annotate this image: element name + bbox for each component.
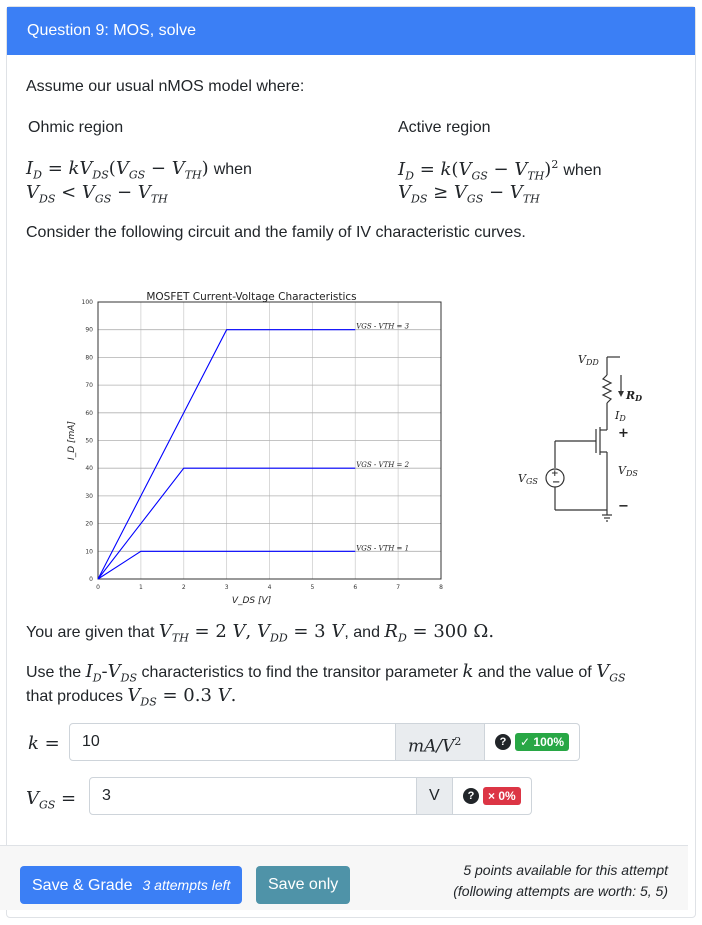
- given-text: You are given that $V_{TH} = 2$ V, $V_{DD} = 3$ V, and $R_D = 300$ Ω.: [26, 621, 495, 645]
- k-score-badge: ✓ 100%: [515, 733, 569, 751]
- use-text-line2: that produces $V_{DS} = 0.3$ V.: [26, 685, 237, 709]
- use-text-line1: Use the $I_D-V_{DS}$ characteristics to find the transitor parameter k and the value of $V_{GS}$: [26, 661, 626, 685]
- y-tick-label: 0: [89, 576, 93, 583]
- series-label: VGS - VTH = 3: [356, 322, 410, 331]
- y-tick-label: 100: [81, 299, 93, 306]
- y-tick-label: 20: [85, 520, 93, 528]
- points-note: 5 points available for this attempt (following attempts are worth: 5, 5): [453, 862, 668, 899]
- y-axis-label: I_D [mA]: [67, 421, 77, 460]
- x-tick-label: 2: [181, 584, 186, 591]
- svg-text:−: −: [552, 477, 561, 488]
- chart-title: MOSFET Current-Voltage Characteristics: [146, 291, 357, 303]
- vgs-input-group: [89, 777, 532, 815]
- save-grade-button[interactable]: [20, 866, 242, 904]
- card-footer: [0, 845, 688, 910]
- active-condition: $V_{DS} \ge V_{GS} - V_{TH}$: [398, 182, 540, 206]
- attempts-left: 3 attempts left: [142, 877, 231, 893]
- mosfet-circuit-diagram: [510, 345, 660, 525]
- help-icon[interactable]: ?: [463, 788, 479, 804]
- k-label: k =: [28, 733, 60, 754]
- x-tick-label: 6: [353, 584, 358, 591]
- x-tick-label: 7: [396, 584, 401, 591]
- active-equation: $I_D = k(V_{GS} - V_{TH})^2$ when: [398, 158, 602, 183]
- vgs-label: VGS: [518, 472, 538, 486]
- vds-minus: −: [618, 499, 629, 514]
- vgs-answer-label: $V_{GS}$ =: [26, 788, 77, 812]
- k-feedback: [485, 723, 580, 761]
- vgs-unit: V: [417, 777, 453, 815]
- vdd-label: VDD: [578, 353, 599, 367]
- y-tick-label: 90: [85, 326, 93, 334]
- x-tick-label: 0: [96, 584, 100, 591]
- y-tick-label: 80: [85, 354, 93, 362]
- x-axis-label: V_DS [V]: [231, 596, 272, 606]
- y-tick-label: 70: [85, 382, 93, 390]
- id-label: ID: [615, 409, 626, 423]
- consider-text: Consider the following circuit and the family of IV characteristic curves.: [26, 224, 526, 241]
- x-tick-label: 1: [138, 584, 143, 591]
- vds-plus: +: [618, 426, 629, 441]
- y-tick-label: 10: [85, 548, 93, 556]
- intro-text: Assume our usual nMOS model where:: [26, 78, 305, 95]
- save-grade-label: Save & Grade: [32, 877, 133, 894]
- x-tick-label: 3: [224, 584, 229, 591]
- y-tick-label: 50: [85, 437, 93, 445]
- question-title: Question 9: MOS, solve: [7, 7, 695, 55]
- x-tick-label: 5: [310, 584, 315, 591]
- vgs-input[interactable]: 3: [89, 777, 417, 815]
- k-unit: $mA/V^2$: [396, 723, 485, 761]
- k-input[interactable]: 10: [69, 723, 396, 761]
- x-tick-label: 4: [267, 584, 272, 591]
- ohmic-title: Ohmic region: [28, 119, 124, 136]
- y-tick-label: 30: [85, 492, 93, 500]
- current-arrow-icon: [618, 391, 624, 397]
- svg-text:+: +: [551, 469, 559, 479]
- vgs-score-badge: × 0%: [483, 787, 521, 805]
- vds-label: VDS: [618, 464, 638, 478]
- vgs-feedback: [453, 777, 532, 815]
- ohmic-condition: $V_{DS} < V_{GS} - V_{TH}$: [26, 182, 168, 206]
- x-tick-label: 8: [439, 584, 443, 591]
- rd-label: RD: [626, 389, 643, 403]
- series-label: VGS - VTH = 2: [356, 461, 410, 470]
- k-input-group: [69, 723, 580, 761]
- series-label: VGS - VTH = 1: [356, 544, 410, 553]
- help-icon[interactable]: ?: [495, 734, 511, 750]
- active-title: Active region: [398, 119, 491, 136]
- iv-characteristics-chart: [67, 290, 450, 610]
- save-only-button[interactable]: Save only: [256, 866, 350, 904]
- y-tick-label: 60: [85, 409, 93, 417]
- y-tick-label: 40: [85, 465, 93, 473]
- ohmic-equation: $I_D = kV_{DS}(V_{GS} - V_{TH})$ when: [26, 158, 252, 182]
